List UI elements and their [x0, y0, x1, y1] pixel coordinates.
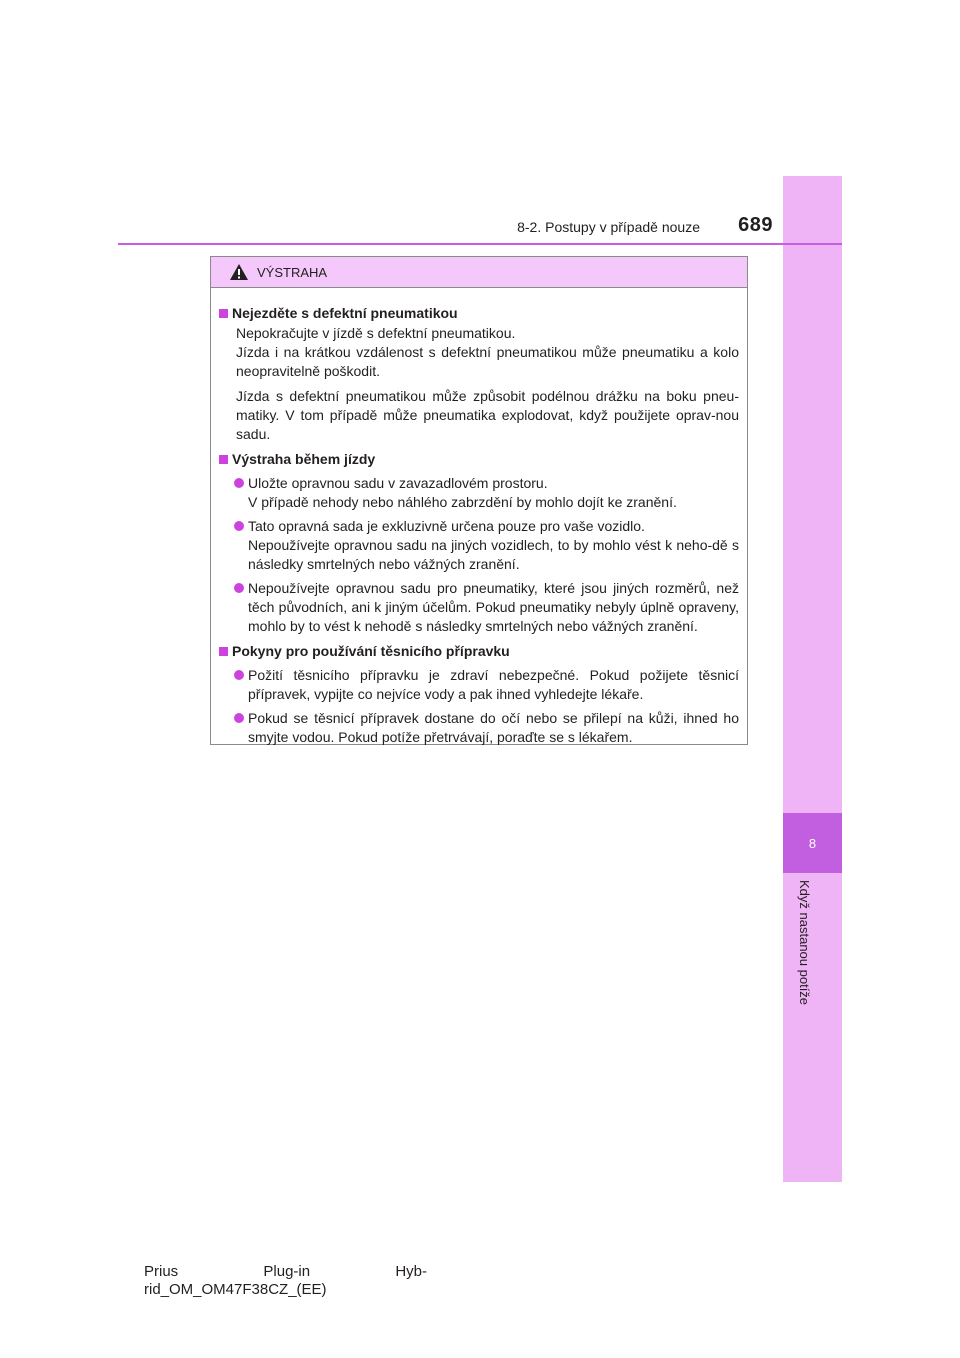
page-number: 689	[738, 214, 773, 236]
footer-model: Prius	[144, 1263, 179, 1280]
square-bullet-icon	[219, 309, 228, 318]
square-bullet-icon	[219, 647, 228, 656]
paragraph: Jízda s defektní pneumatikou může způsobit podélnou drážku na boku pneu-matiky. V tom případě může pneumatika explodovat, když použijete oprav-nou sadu.	[236, 388, 739, 442]
circle-bullet-icon	[234, 670, 244, 680]
section-title: 8-2. Postupy v případě nouze	[517, 219, 700, 235]
square-bullet-icon	[219, 455, 228, 464]
paragraph: Nepokračujte v jízdě s defektní pneumatikou. Jízda i na krátkou vzdálenost s defektní pneumatikou může pneumatiku a kolo neopravitelně poškodit.	[236, 325, 739, 379]
chapter-title: Když nastanou potíže	[797, 880, 812, 1006]
footer	[144, 1263, 427, 1299]
warning-box	[210, 256, 748, 745]
circle-bullet-icon	[234, 713, 244, 723]
section-heading: Pokyny pro používání těsnicího přípravku	[218, 642, 739, 661]
bullet-item: Tato opravná sada je exkluzivně určena pouze pro vaše vozidlo. Nepoužívejte opravnou sadu na jiných vozidlech, to by mohlo vést k neho-dě s následky smrtelných nebo vážných zranění.	[234, 517, 739, 574]
header-divider	[118, 243, 842, 245]
warning-header	[211, 257, 747, 288]
warning-triangle-icon	[229, 263, 249, 281]
footer-variant: Plug-in	[263, 1263, 311, 1280]
side-tab	[783, 176, 842, 1182]
bullet-item: Uložte opravnou sadu v zavazadlovém prostoru. V případě nehody nebo náhlého zabrzdění by mohlo dojít ke zranění.	[234, 474, 739, 512]
circle-bullet-icon	[234, 583, 244, 593]
chapter-number: 8	[783, 813, 842, 873]
footer-type: Hyb-	[395, 1263, 427, 1280]
warning-title: VÝSTRAHA	[257, 264, 328, 280]
bullet-item: Požití těsnicího přípravku je zdraví nebezpečné. Pokud požijete těsnicí přípravek, vypijte co nejvíce vody a pak ihned vyhledejte lékaře.	[234, 666, 739, 704]
footer-code: rid_OM_OM47F38CZ_(EE)	[144, 1281, 327, 1298]
warning-body	[211, 288, 747, 747]
circle-bullet-icon	[234, 521, 244, 531]
bullet-item: Pokud se těsnicí přípravek dostane do očí nebo se přilepí na kůži, ihned ho smyjte vodou. Pokud potíže přetrvávají, poraďte se s lékařem.	[234, 709, 739, 747]
section-heading: Výstraha během jízdy	[218, 450, 739, 469]
bullet-item: Nepoužívejte opravnou sadu pro pneumatiky, které jsou jiných rozměrů, než těch původních, ani k jiným účelům. Pokud pneumatiky nebyly úplně opraveny, mohlo by to vést k nehodě s následky smrtelných nebo vážných zranění.	[234, 579, 739, 636]
section-heading: Nejezděte s defektní pneumatikou	[218, 304, 739, 323]
circle-bullet-icon	[234, 478, 244, 488]
